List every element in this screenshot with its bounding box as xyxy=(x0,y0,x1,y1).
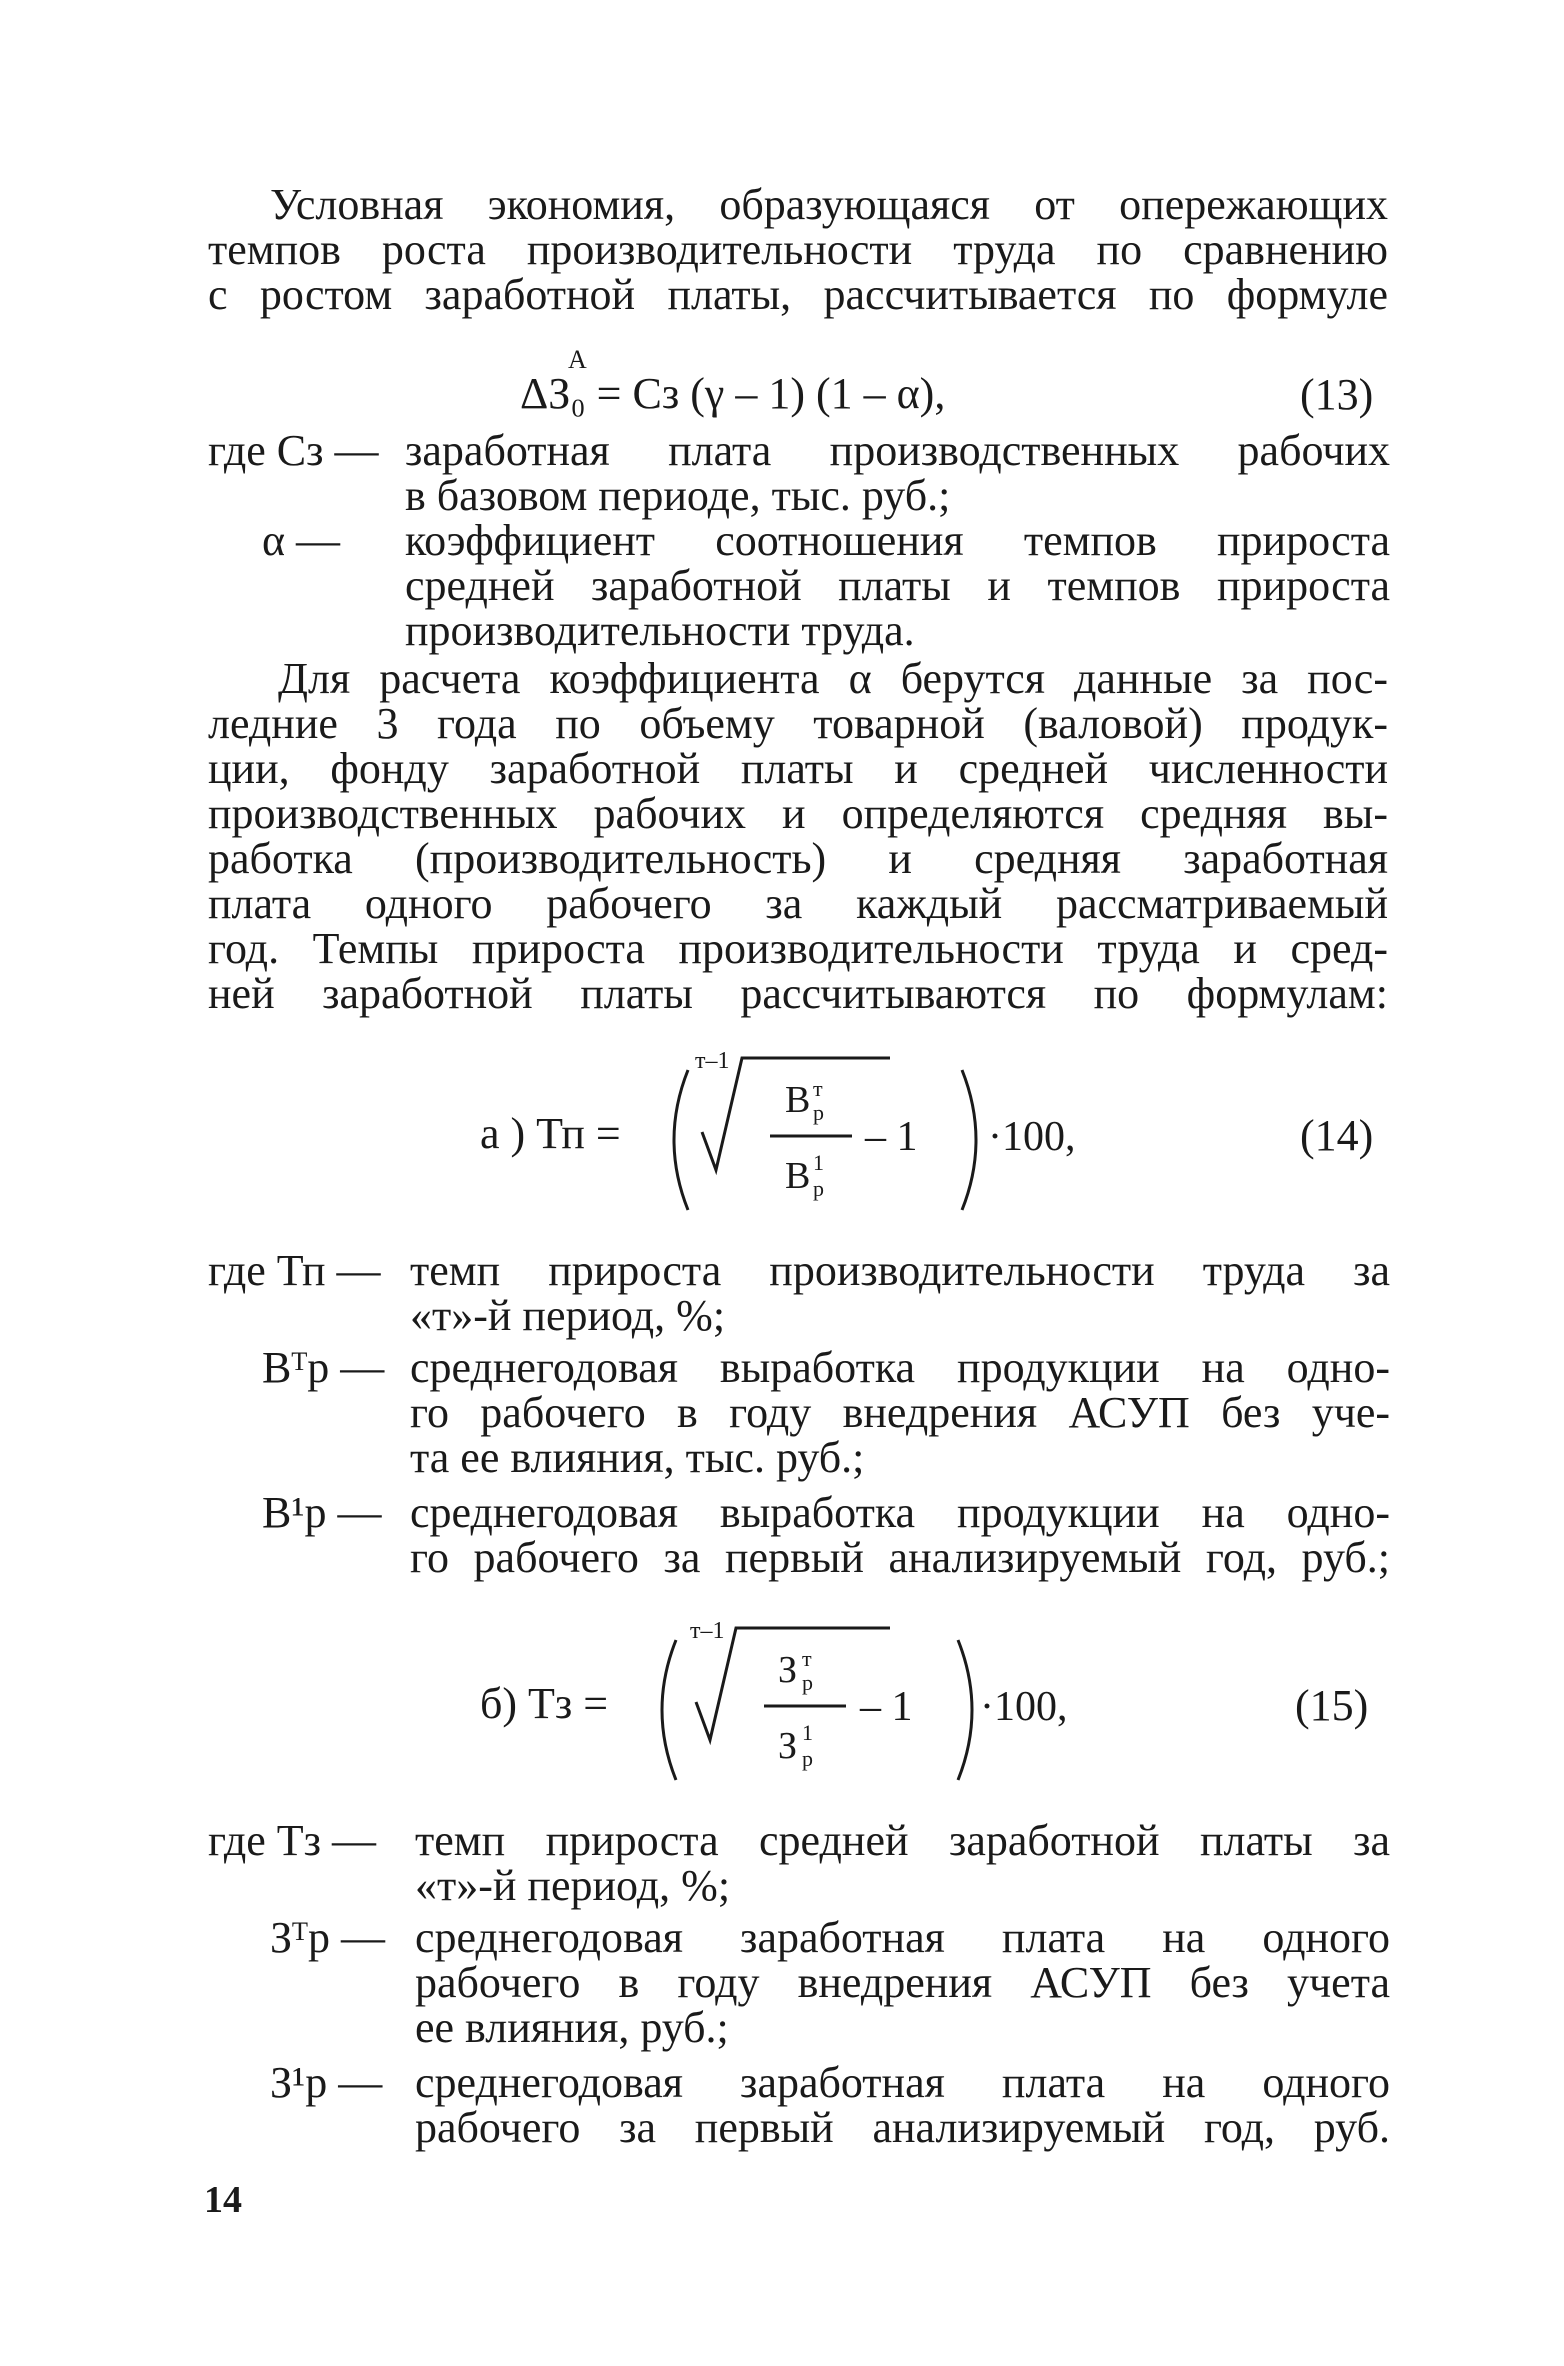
text-line: производительности труда. xyxy=(405,606,915,655)
text-line: рабочего в году внедрения АСУП без учета xyxy=(415,1958,1390,2007)
denominator-sub: р xyxy=(802,1746,813,1771)
definition-term: где Тз — xyxy=(208,1816,377,1865)
text-line: го рабочего в году внедрения АСУП без уче- xyxy=(410,1388,1390,1437)
text-line: работка (производительность) и средняя заработная xyxy=(208,834,1388,883)
numerator-sup: т xyxy=(802,1646,812,1671)
text-line: темп прироста средней заработной платы за xyxy=(415,1816,1390,1865)
formula-number: (13) xyxy=(1300,370,1374,419)
formula-14 xyxy=(480,1040,1380,1220)
definition-term: α — xyxy=(262,516,341,565)
formula-body: ΔЗ₀ = Сз (γ – 1) (1 – α), xyxy=(520,369,946,418)
left-paren xyxy=(662,1640,676,1780)
text-line: та ее влияния, тыс. руб.; xyxy=(410,1433,865,1482)
text-line: Условная экономия, образующаяся от опережающих xyxy=(270,180,1388,229)
text-line: производственных рабочих и определяются средняя вы- xyxy=(208,789,1388,838)
minus-one: – 1 xyxy=(860,1684,913,1730)
definition-text xyxy=(410,1248,1390,1338)
body-paragraph xyxy=(208,656,1388,1016)
formula-number: (15) xyxy=(1295,1681,1369,1730)
text-line: ледние 3 года по объему товарной (валовой) продук- xyxy=(208,699,1388,748)
denominator-sup: 1 xyxy=(802,1720,813,1745)
text-line: плата одного рабочего за каждый рассматриваемый xyxy=(208,879,1388,928)
text-line: рабочего за первый анализируемый год, руб. xyxy=(415,2103,1390,2152)
fraction-denominator: В xyxy=(785,1155,811,1197)
text-line: ее влияния, руб.; xyxy=(415,2003,729,2052)
fraction-numerator: В xyxy=(785,1079,811,1121)
text-line: заработная плата производственных рабочих xyxy=(405,426,1390,475)
formula-label: а ) Тп = xyxy=(480,1109,621,1158)
text-line: среднегодовая заработная плата на одного xyxy=(415,1913,1390,1962)
formula-label: б) Тз = xyxy=(480,1679,609,1728)
text-line: темпов роста производительности труда по сравнению xyxy=(208,225,1388,274)
definition-term: где Тп — xyxy=(208,1246,381,1295)
right-paren xyxy=(962,1070,976,1210)
numerator-sup: т xyxy=(813,1076,823,1101)
definition-text xyxy=(415,1915,1390,2050)
text-line: «т»-й период, %; xyxy=(410,1291,726,1340)
definition-term: З¹р — xyxy=(270,2058,383,2107)
times-hundred: ·100, xyxy=(988,1114,1076,1160)
text-line: ней заработной платы рассчитываются по формулам: xyxy=(208,969,1388,1018)
definition-text xyxy=(410,1490,1390,1580)
page-number: 14 xyxy=(204,2179,242,2221)
text-line: год. Темпы прироста производительности труда и сред- xyxy=(208,924,1388,973)
numerator-sub: р xyxy=(802,1670,813,1695)
denominator-sub: р xyxy=(813,1176,824,1201)
definition-text xyxy=(405,428,1390,518)
text-line: темп прироста производительности труда за xyxy=(410,1246,1390,1295)
text-line: с ростом заработной платы, рассчитывается по формуле xyxy=(208,270,1388,319)
definition-term: где Сз — xyxy=(208,426,379,475)
definition-term: Зᵀр — xyxy=(270,1913,385,1962)
formula-13 xyxy=(520,345,946,418)
definition-term: В¹р — xyxy=(262,1488,382,1537)
fraction-numerator: З xyxy=(778,1649,798,1691)
formula-accent: А xyxy=(568,345,587,374)
root-index: т–1 xyxy=(690,1618,725,1644)
numerator-sub: р xyxy=(813,1100,824,1125)
text-line: коэффициент соотношения темпов прироста xyxy=(405,516,1390,565)
minus-one: – 1 xyxy=(865,1114,918,1160)
text-line: го рабочего за первый анализируемый год, руб.; xyxy=(410,1533,1390,1582)
intro-paragraph xyxy=(208,182,1388,317)
text-line: «т»-й период, %; xyxy=(415,1861,731,1910)
definition-text xyxy=(415,1818,1390,1908)
text-line: Для расчета коэффициента α берутся данные за пос- xyxy=(278,654,1388,703)
text-line: среднегодовая выработка продукции на одно- xyxy=(410,1488,1390,1537)
text-line: в базовом периоде, тыс. руб.; xyxy=(405,471,951,520)
times-hundred: ·100, xyxy=(980,1684,1068,1730)
root-index: т–1 xyxy=(695,1048,730,1074)
text-line: среднегодовая заработная плата на одного xyxy=(415,2058,1390,2107)
formula-number: (14) xyxy=(1300,1111,1374,1160)
formula-15 xyxy=(480,1610,1380,1790)
text-line: средней заработной платы и темпов прироста xyxy=(405,561,1390,610)
text-line: ции, фонду заработной платы и средней численности xyxy=(208,744,1388,793)
right-paren xyxy=(958,1640,972,1780)
definition-term: Вᵀр — xyxy=(262,1343,385,1392)
definition-text xyxy=(410,1345,1390,1480)
fraction-denominator: З xyxy=(778,1725,798,1767)
definition-text xyxy=(415,2060,1390,2150)
denominator-sup: 1 xyxy=(813,1150,824,1175)
definition-text xyxy=(405,518,1390,653)
left-paren xyxy=(674,1070,688,1210)
text-line: среднегодовая выработка продукции на одно- xyxy=(410,1343,1390,1392)
